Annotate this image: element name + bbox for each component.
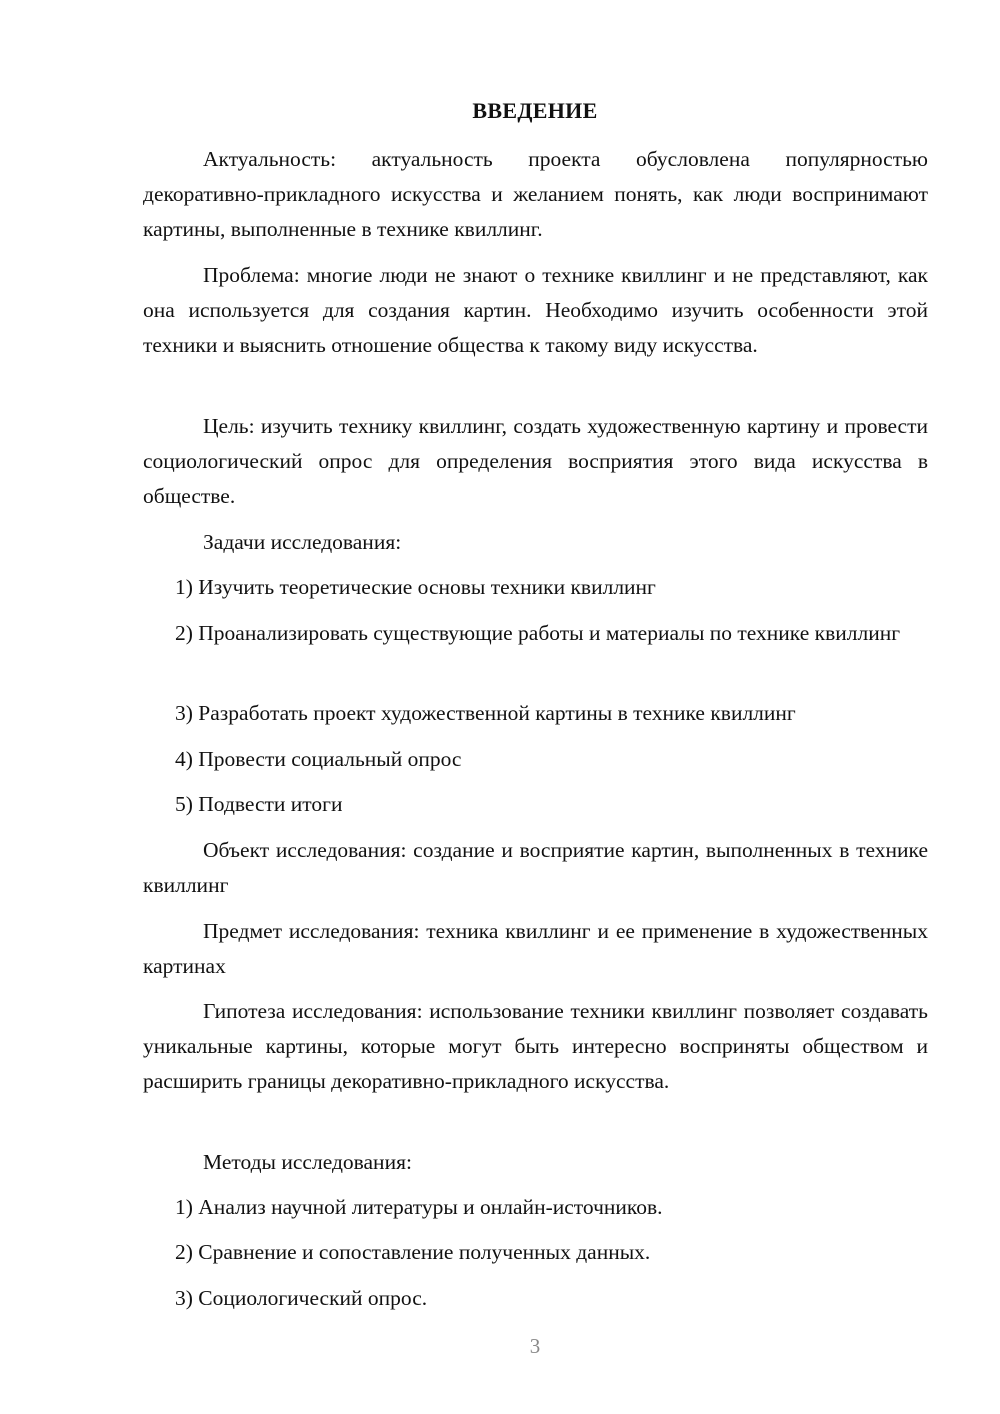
page-number: 3 bbox=[529, 1334, 541, 1358]
page-title: ВВЕДЕНИЕ bbox=[472, 98, 598, 123]
methods-heading: Методы исследования: bbox=[203, 1150, 412, 1174]
method-item: 1) Анализ научной литературы и онлайн-источников. bbox=[175, 1195, 663, 1219]
task-item: 2) Проанализировать существующие работы и материалы по технике квиллинг bbox=[175, 621, 901, 645]
relevance-paragraph: Актуальность: актуальность проекта обусловлена популярностью декоративно-прикладного искусства и желанием понять, как люди воспринимают картины, выполненные в технике квиллинг. bbox=[143, 147, 928, 241]
goal-paragraph: Цель: изучить технику квиллинг, создать художественную картину и провести социологический опрос для определения восприятия этого вида искусства в обществе. bbox=[143, 414, 928, 508]
task-item: 3) Разработать проект художественной картины в технике квиллинг bbox=[175, 701, 796, 725]
method-item: 2) Сравнение и сопоставление полученных данных. bbox=[175, 1240, 651, 1264]
task-item: 1) Изучить теоретические основы техники квиллинг bbox=[175, 575, 656, 599]
task-item: 5) Подвести итоги bbox=[175, 792, 343, 816]
task-item: 4) Провести социальный опрос bbox=[175, 747, 462, 771]
subject-paragraph: Предмет исследования: техника квиллинг и ее применение в художественных картинах bbox=[143, 919, 928, 978]
object-paragraph: Объект исследования: создание и восприятие картин, выполненных в технике квиллинг bbox=[143, 838, 928, 897]
problem-paragraph: Проблема: многие люди не знают о технике квиллинг и не представляют, как она используется для создания картин. Необходимо изучить особенности этой техники и выяснить отношение общества к такому виду искусства. bbox=[143, 263, 928, 357]
hypothesis-paragraph: Гипотеза исследования: использование техники квиллинг позволяет создавать уникальные картины, которые могут быть интересно восприняты обществом и расширить границы декоративно-прикладного искусства. bbox=[143, 999, 928, 1093]
method-item: 3) Социологический опрос. bbox=[175, 1286, 428, 1310]
tasks-heading: Задачи исследования: bbox=[203, 530, 402, 554]
